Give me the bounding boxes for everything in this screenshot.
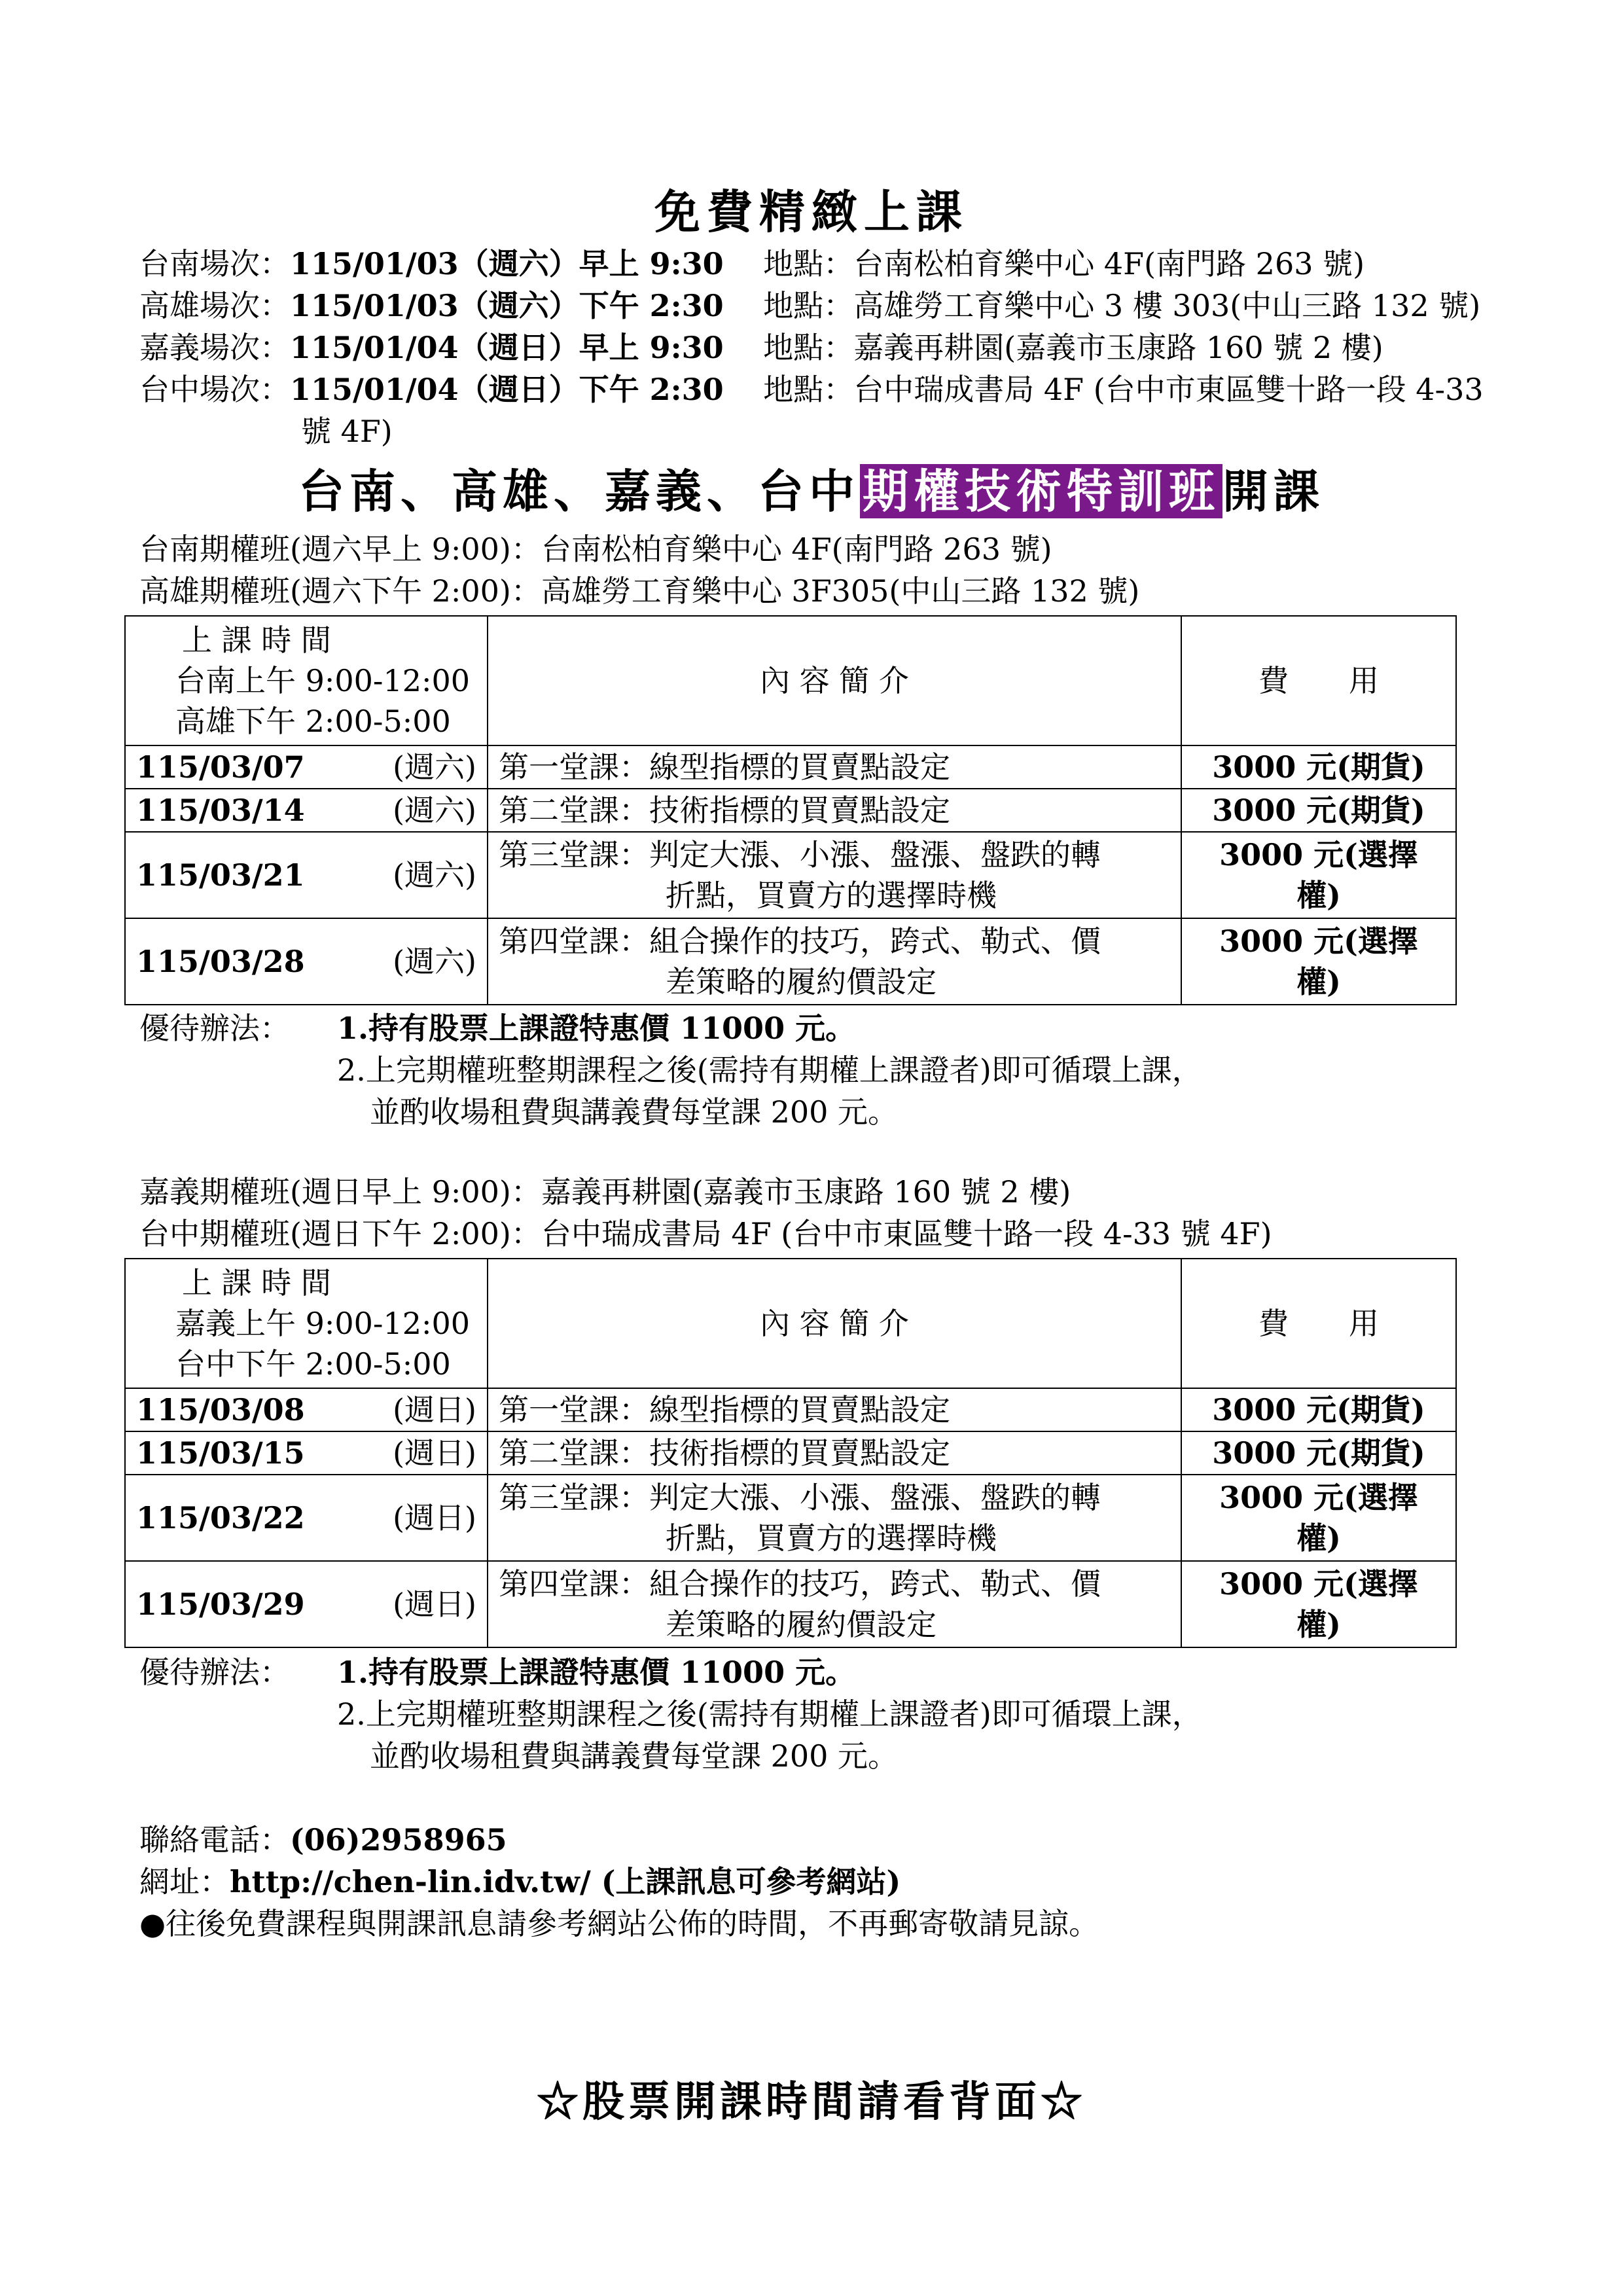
table-header-content: 內 容 簡 介	[488, 616, 1181, 745]
table-header-fee: 費 用	[1181, 1259, 1456, 1388]
free-session-taichung-cont: 號 4F)	[301, 414, 393, 449]
title-options-class: 台南、高雄、嘉義、台中期權技術特訓班開課	[298, 464, 1325, 518]
title-highlight: 期權技術特訓班	[860, 464, 1222, 518]
section1-promo-2: 2.上完期權班整期課程之後(需持有期權上課證者)即可循環上課，	[337, 1052, 1202, 1088]
section1-schedule-table	[124, 615, 1457, 1005]
website-link[interactable]: http://chen-lin.idv.tw/	[230, 1864, 591, 1899]
section2-location-2: 台中期權班(週日下午 2:00)：台中瑞成書局 4F (台中市東區雙十路一段 4-33 號 4F)	[139, 1216, 1272, 1251]
free-session-tainan: 台南場次：115/01/03（週六）早上 9:30 地點：台南松柏育樂中心 4F(南門路 263 號)	[139, 246, 1365, 281]
footer-note: ☆股票開課時間請看背面☆	[537, 2077, 1086, 2126]
section1-promo-3: 並酌收場租費與講義費每堂課 200 元。	[370, 1094, 899, 1130]
table-header-time: 上 課 時 間 嘉義上午 9:00-12:00 台中下午 2:00-5:00	[125, 1259, 488, 1388]
contact-phone: 聯絡電話：(06)2958965	[139, 1822, 507, 1857]
free-session-kaohsiung: 高雄場次：115/01/03（週六）下午 2:30 地點：高雄勞工育樂中心 3 樓 303(中山三路 132 號)	[139, 288, 1481, 323]
table-row: 115/03/07 (週六) 第一堂課：線型指標的買賣點設定 3000 元(期貨)	[125, 745, 1456, 789]
table-row: 115/03/28 (週六) 第四堂課：組合操作的技巧，跨式、勒式、價 差策略的履約價設定 3000 元(選擇 權)	[125, 918, 1456, 1005]
title-free-class: 免費精緻上課	[654, 185, 969, 239]
section1-location-2: 高雄期權班(週六下午 2:00)：高雄勞工育樂中心 3F305(中山三路 132 號)	[139, 573, 1140, 609]
section2-location-1: 嘉義期權班(週日早上 9:00)：嘉義再耕園(嘉義市玉康路 160 號 2 樓)	[139, 1174, 1071, 1210]
table-header-content: 內 容 簡 介	[488, 1259, 1181, 1388]
table-header-fee: 費 用	[1181, 616, 1456, 745]
contact-notice: ●往後免費課程與開課訊息請參考網站公佈的時間，不再郵寄敬請見諒。	[139, 1906, 1099, 1941]
table-header-time: 上 課 時 間 台南上午 9:00-12:00 高雄下午 2:00-5:00	[125, 616, 488, 745]
contact-website: 網址：http://chen-lin.idv.tw/ (上課訊息可參考網站)	[139, 1864, 901, 1899]
table-row: 115/03/15 (週日) 第二堂課：技術指標的買賣點設定 3000 元(期貨)	[125, 1431, 1456, 1475]
section2-promo-3: 並酌收場租費與講義費每堂課 200 元。	[370, 1738, 899, 1774]
table-row: 115/03/22 (週日) 第三堂課：判定大漲、小漲、盤漲、盤跌的轉 折點，買賣方的選擇時機 3000 元(選擇 權)	[125, 1475, 1456, 1561]
table-row: 115/03/14 (週六) 第二堂課：技術指標的買賣點設定 3000 元(期貨)	[125, 789, 1456, 832]
section2-promo-2: 2.上完期權班整期課程之後(需持有期權上課證者)即可循環上課，	[337, 1696, 1202, 1732]
free-session-taichung: 台中場次：115/01/04（週日）下午 2:30 地點：台中瑞成書局 4F (台中市東區雙十路一段 4-33	[139, 372, 1484, 407]
section1-location-1: 台南期權班(週六早上 9:00)：台南松柏育樂中心 4F(南門路 263 號)	[139, 531, 1052, 567]
section2-promo-1: 1.持有股票上課證特惠價 11000 元。	[337, 1655, 856, 1690]
section1-promo-1: 1.持有股票上課證特惠價 11000 元。	[337, 1011, 856, 1046]
section1-promo-label: 優待辦法：	[139, 1011, 290, 1046]
free-session-chiayi: 嘉義場次：115/01/04（週日）早上 9:30 地點：嘉義再耕園(嘉義市玉康路 160 號 2 樓)	[139, 330, 1383, 365]
section2-promo-label: 優待辦法：	[139, 1655, 290, 1690]
table-row: 115/03/08 (週日) 第一堂課：線型指標的買賣點設定 3000 元(期貨)	[125, 1388, 1456, 1431]
table-row: 115/03/21 (週六) 第三堂課：判定大漲、小漲、盤漲、盤跌的轉 折點，買賣方的選擇時機 3000 元(選擇 權)	[125, 832, 1456, 918]
table-row: 115/03/29 (週日) 第四堂課：組合操作的技巧，跨式、勒式、價 差策略的履約價設定 3000 元(選擇 權)	[125, 1561, 1456, 1647]
section2-schedule-table	[124, 1258, 1457, 1648]
